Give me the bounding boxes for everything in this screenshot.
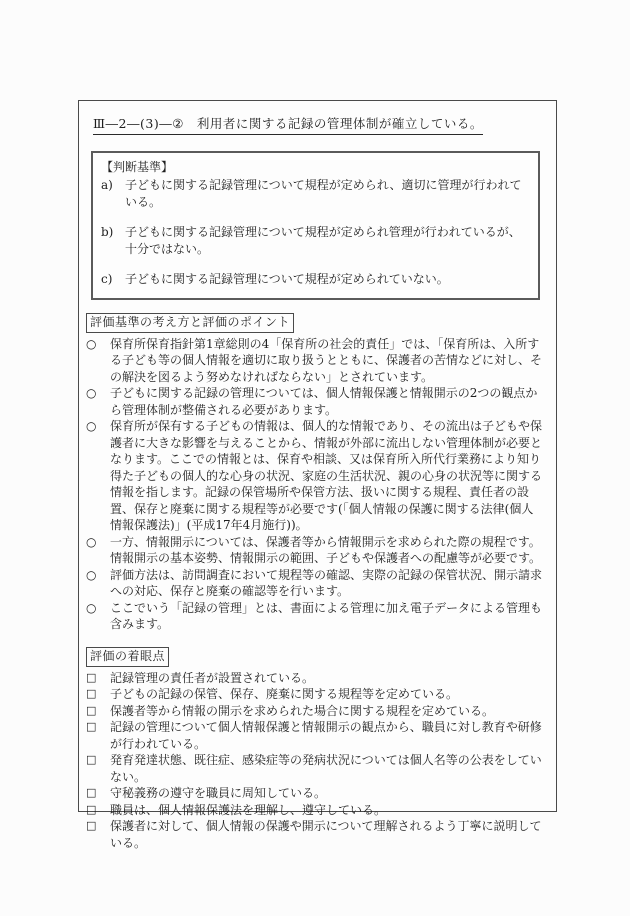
checkbox-icon: □	[86, 802, 97, 816]
point-text: 評価方法は、訪問調査において規程等の確認、実際の記録の保管状況、開示請求への対応、保存と廃棄の確認等を行います。	[110, 567, 543, 598]
checkbox-icon: □	[86, 819, 97, 832]
criteria-text-a: 子どもに関する記録管理について規程が定められ、適切に管理が行われている。	[125, 178, 522, 209]
criteria-text-b: 子どもに関する記録管理について規程が定められ管理が行われているが、十分ではない。	[125, 225, 521, 256]
point-item	[86, 418, 544, 534]
checkpoint-text: 保護者に対して、個人情報の保護や開示について理解されるよう丁寧に説明している。	[110, 819, 542, 850]
checkpoint-item	[86, 818, 544, 851]
circle-bullet-icon: ○	[86, 600, 97, 615]
checkbox-icon: □	[86, 720, 97, 733]
circle-bullet-icon: ○	[86, 419, 97, 433]
checkbox-icon: □	[86, 703, 97, 717]
checkpoint-item	[86, 785, 544, 802]
point-text: 保育所保育指針第1章総則の4「保育所の社会的責任」では、「保育所は、入所する子ども等の個人情報を適切に取り扱うとともに、保護者の苦情などに対し、その解決を図るよう努めなければならない」とされています。	[110, 336, 543, 384]
checkpoint-item	[86, 686, 544, 703]
judgment-criteria-box	[91, 151, 540, 300]
checkpoint-text: 記録の管理について個人情報保護と情報開示の観点から、職員に対し教育や研修が行われている。	[110, 720, 542, 751]
point-text: 一方、情報開示については、保護者等から情報開示を求められた際の規程です。情報開示の基本姿勢、情報開示の範囲、子どもや保護者への配慮等が必要です。	[110, 534, 542, 565]
checkbox-icon: □	[86, 687, 97, 700]
checkpoint-text: 記録管理の責任者が設置されている。	[110, 670, 315, 685]
criteria-label-a: a)	[101, 178, 113, 192]
criteria-label-c: c)	[101, 272, 113, 286]
checkpoint-text: 守秘義務の遵守を職員に周知している。	[110, 786, 327, 800]
checkpoint-item	[86, 719, 544, 752]
point-text: 子どもに関する記録の管理については、個人情報保護と情報開示の2つの観点から管理体制が整備される必要があります。	[110, 386, 538, 417]
evaluation-points-section	[86, 311, 544, 633]
judgment-criteria-heading: 【判断基準】	[101, 160, 174, 174]
page-title	[93, 115, 546, 135]
evaluation-checkpoints-heading: 評価の着眼点	[86, 647, 169, 667]
checkbox-icon: □	[86, 670, 97, 684]
circle-bullet-icon: ○	[86, 567, 97, 582]
point-text: ここでいう「記録の管理」とは、書面による管理に加え電子データによる管理も含みます。	[110, 600, 543, 631]
checkpoint-text: 発育発達状態、既往症、感染症等の発病状況については個人名等の公表をしていない。	[110, 753, 542, 784]
checkpoint-item	[86, 670, 544, 687]
checkpoint-text: 職員は、個人情報保護法を理解し、遵守している。	[110, 802, 387, 817]
checkpoint-text: 子どもの記録の保管、保存、廃棄に関する規程等を定めている。	[110, 687, 459, 701]
circle-bullet-icon: ○	[86, 534, 97, 549]
criteria-text-c: 子どもに関する記録管理について規程が定められていない。	[125, 272, 449, 286]
point-item	[86, 336, 544, 386]
point-item	[86, 534, 544, 567]
evaluation-checkpoints-section	[86, 645, 544, 852]
checkpoint-text: 保護者等から情報の開示を求められた場合に関する規程を定めている。	[110, 703, 495, 718]
point-item	[86, 600, 544, 633]
criteria-item-c	[101, 271, 530, 288]
checkbox-icon: □	[86, 786, 97, 799]
checkpoint-item	[86, 703, 544, 720]
criteria-item-b	[101, 224, 530, 257]
checkbox-icon: □	[86, 753, 97, 766]
point-item	[86, 567, 544, 600]
evaluation-points-heading: 評価基準の考え方と評価のポイント	[86, 313, 294, 333]
criteria-item-a	[101, 177, 530, 210]
circle-bullet-icon: ○	[86, 336, 97, 351]
circle-bullet-icon: ○	[86, 386, 97, 400]
point-text: 保育所が保有する子どもの情報は、個人的な情報であり、その流出は子どもや保護者に大きな影響を与えることから、情報が外部に流出しない管理体制が必要となります。ここでの情報とは、保育や相談、又は保育所入所代行業務により知り得た子どもの個人的な心身の状況、家庭の生活状況、親の心身の状況等に関する情報を指します。記録の保管場所や保管方法、扱いに関する規程、責任者の設置、保存と廃棄に関する規程等が必要です(「個人情報の保護に関する法律(個人情報保護法)」(平成17年4月施行))。	[110, 419, 543, 532]
checkpoint-item	[86, 752, 544, 785]
document-border	[78, 100, 557, 850]
checkpoint-item	[86, 802, 544, 819]
criteria-label-b: b)	[101, 225, 114, 239]
point-item	[86, 385, 544, 418]
page-title-text: Ⅲ―2―(3)―② 利用者に関する記録の管理体制が確立している。	[93, 115, 483, 135]
